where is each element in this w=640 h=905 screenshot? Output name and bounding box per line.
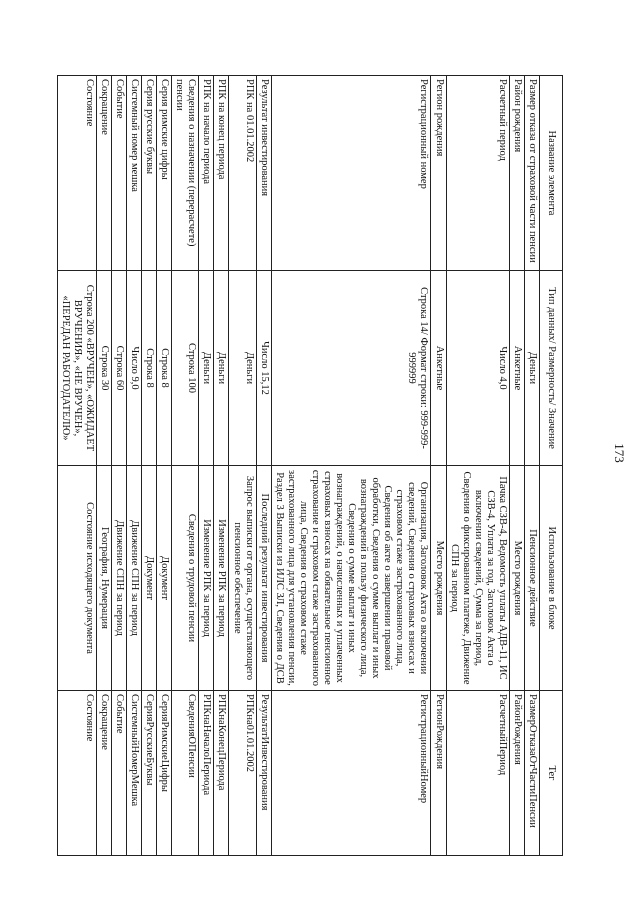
cell-type: Число 4,0 (446, 271, 509, 466)
cell-name: Район рождения (509, 76, 524, 271)
cell-name: Размер отказа от страховой части пенсии (524, 76, 539, 271)
cell-name: Результат инвестирования (256, 76, 271, 271)
cell-type: Деньги (524, 271, 539, 466)
rotated-table-container (59, 75, 563, 855)
cell-tag: РПКнаНачалоПериода (199, 691, 214, 856)
cell-tag: Состояние (57, 691, 96, 856)
cell-tag: РезультатИнвестирования (256, 691, 271, 856)
table-row (157, 76, 172, 856)
cell-name: Регион рождения (431, 76, 446, 271)
cell-tag: РайонРождения (509, 691, 524, 856)
cell-usage: Изменение РПК за период (214, 466, 229, 691)
table-row (214, 76, 229, 856)
table-row (431, 76, 446, 856)
table-row (142, 76, 157, 856)
table-row (271, 76, 431, 856)
cell-usage: Место рождения (509, 466, 524, 691)
cell-usage: Движение СПН за период (112, 466, 127, 691)
cell-tag: РПКнаКонецПериода (214, 691, 229, 856)
cell-name: Сведения о назначении (перерасчете) пенсии (172, 76, 199, 271)
table-header-row (540, 76, 563, 856)
cell-usage: Запрос выписки от органа, осуществляющего пенсионное обеспечение (229, 466, 256, 691)
cell-tag: Сокращение (96, 691, 111, 856)
cell-usage: Пенсионное действие (524, 466, 539, 691)
cell-name: Серия римские цифры (157, 76, 172, 271)
table-row (509, 76, 524, 856)
cell-tag: СистемныйНомерМешка (127, 691, 142, 856)
table-row (172, 76, 199, 856)
cell-usage: Место рождения (431, 466, 446, 691)
cell-type: Строка 100 (172, 271, 199, 466)
cell-usage: Организация, Заголовок Акта о включении сведений, Сведения о страховых взносах и страховом стаже застрахованного лица, Сведения об акте о завершении правовой обработки, Сведения о сумме выплат и иных вознаграждений в пользу физического лица, Сведения о сумме выплат и иных вознаграждений, о начисленных и уплаченных страховых взносах на обязательное пенсионное страхование и страховом стаже застрахованного лица, Сведения о страховом стаже застрахованного лица для установления пенсии, Раздел 3 Выписки из ИЛС ЗЛ, Сведения о ДСВ (271, 466, 431, 691)
cell-tag: РасчетныйПериод (446, 691, 509, 856)
cell-tag: РПКна01.01.2002 (229, 691, 256, 856)
cell-name: Расчетный период (446, 76, 509, 271)
cell-tag: Событие (112, 691, 127, 856)
header-usage: Использование в блоке (540, 466, 563, 691)
header-name: Название элемента (540, 76, 563, 271)
table-row (199, 76, 214, 856)
table-row (112, 76, 127, 856)
cell-usage: Пачка СЗВ-4, Ведомость уплаты АДВ-11, ИС СЗВ-4, Уплата за год, Заголовок Акта о включении сведений, Сумма за период, Сведения о фиксированном платеже, Движение СПН за период (446, 466, 509, 691)
cell-usage: География, Нумерация (96, 466, 111, 691)
cell-tag: СерияРусскиеБуквы (142, 691, 157, 856)
cell-name: Состояние (57, 76, 96, 271)
cell-tag: РегистрационныйНомер (271, 691, 431, 856)
cell-usage: Сведения о трудовой пенсии (172, 466, 199, 691)
cell-type: Строка 60 (112, 271, 127, 466)
cell-usage: Документ (157, 466, 172, 691)
cell-name: РПК на 01.01.2002 (229, 76, 256, 271)
cell-name: Сокращение (96, 76, 111, 271)
table-row (127, 76, 142, 856)
table-row (57, 76, 96, 856)
cell-type: Число 15,12 (256, 271, 271, 466)
cell-type: Деньги (214, 271, 229, 466)
cell-type: Число 9,0 (127, 271, 142, 466)
cell-name: Событие (112, 76, 127, 271)
table-row (524, 76, 539, 856)
cell-tag: СерияРимскиеЦифры (157, 691, 172, 856)
cell-tag: РегионРождения (431, 691, 446, 856)
cell-name: Серия русские буквы (142, 76, 157, 271)
table-row (96, 76, 111, 856)
cell-type: Строка 8 (157, 271, 172, 466)
table-row (256, 76, 271, 856)
cell-type: Деньги (229, 271, 256, 466)
cell-name: РПК на конец периода (214, 76, 229, 271)
cell-type: Деньги (199, 271, 214, 466)
cell-tag: РазмерОтказаОтЧастиПенсии (524, 691, 539, 856)
cell-type: Строка 30 (96, 271, 111, 466)
cell-name: Регистрационный номер (271, 76, 431, 271)
cell-usage: Последний результат инвестирования (256, 466, 271, 691)
page-number: 173 (611, 443, 627, 463)
cell-usage: Документ (142, 466, 157, 691)
table-row (446, 76, 509, 856)
header-type: Тип данных/ Размерность/ Значение (540, 271, 563, 466)
cell-tag: СведенияОПенсии (172, 691, 199, 856)
table-row (229, 76, 256, 856)
cell-usage: Изменение РПК за период (199, 466, 214, 691)
header-tag: Тег (540, 691, 563, 856)
cell-name: РПК на начало периода (199, 76, 214, 271)
cell-type: Строка 8 (142, 271, 157, 466)
elements-table (57, 75, 563, 856)
cell-usage: Состояние исходящего документа (57, 466, 96, 691)
cell-type: Строка 200 «ВРУЧЕН», «ОЖИДАЕТ ВРУЧЕНИЯ», «НЕ ВРУЧЕН», «ПЕРЕДАН РАБОТОДАТЕЛЮ» (57, 271, 96, 466)
cell-usage: Движение СПН за период (127, 466, 142, 691)
cell-name: Системный номер мешка (127, 76, 142, 271)
cell-type: Анкетные (509, 271, 524, 466)
cell-type: Анкетные (431, 271, 446, 466)
cell-type: Строка 14/ Формат строки: 999-999-999999 (271, 271, 431, 466)
